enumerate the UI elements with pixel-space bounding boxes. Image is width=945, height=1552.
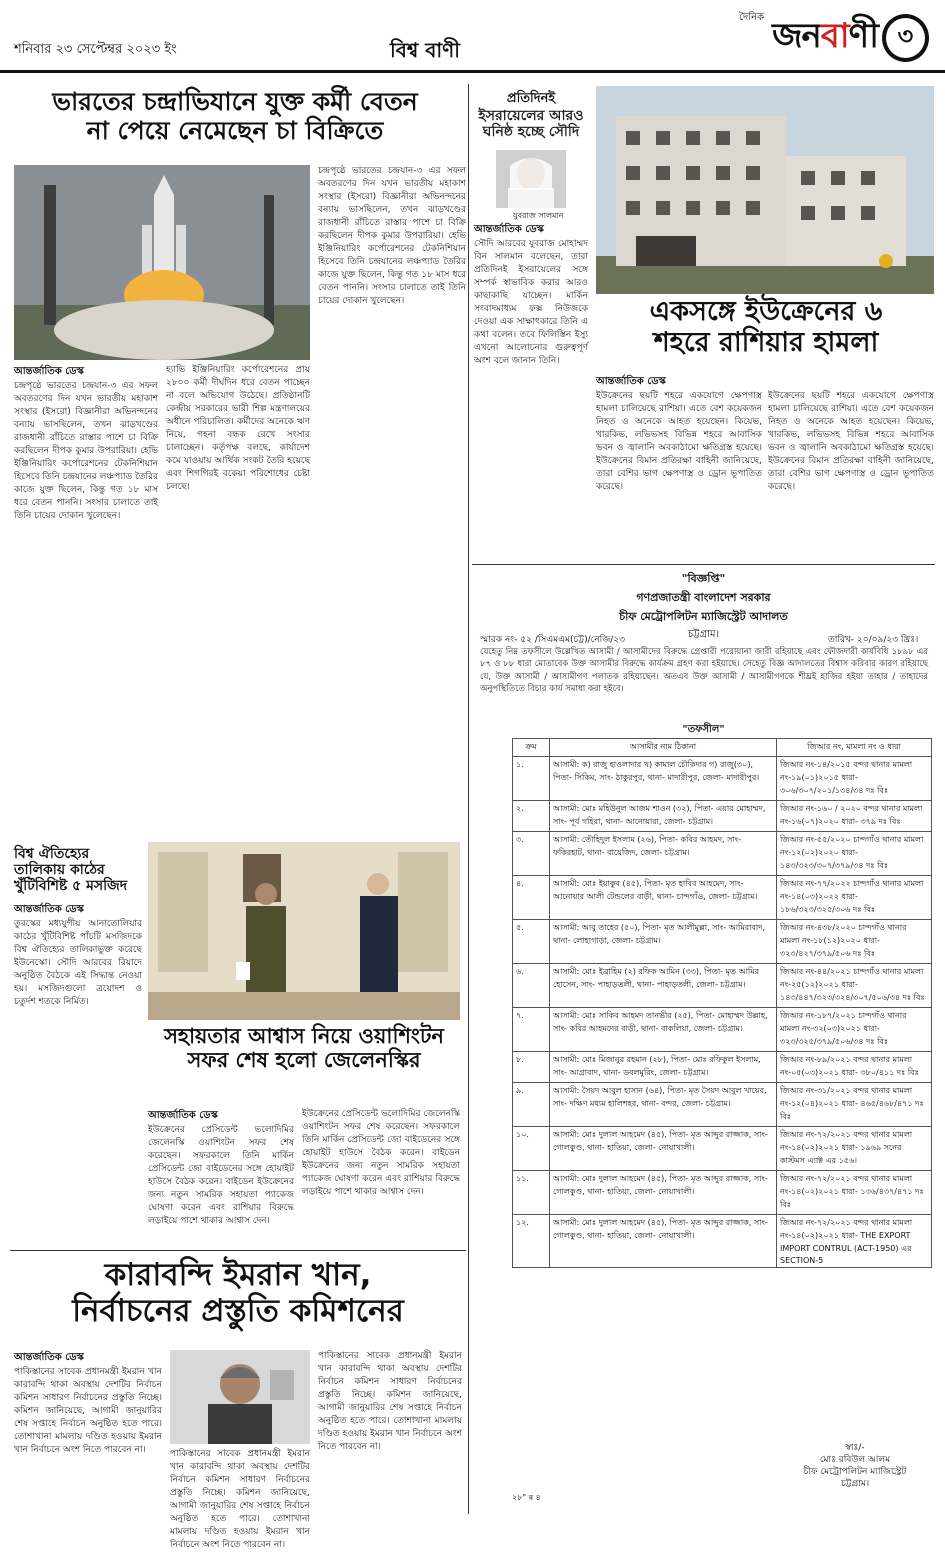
row-accused: আসামী: আবু তাহের (৫০), পিতা- মৃত আলীমুল্লা, সাং- আমিরাবাদ, থানা- লোহাগাড়া, জেলা- চট্টগ্রাম।	[550, 920, 777, 964]
divider	[472, 564, 935, 565]
row-accused: আসামী: মোঃ সাকিব আহমদ তানভীর (২৫), পিতা- মোহাম্মদ উল্লাহ, সাং- কবির আহমদের বাড়ী, থানা- বাকলিয়া, জেলা- চট্টগ্রাম।	[550, 1008, 777, 1052]
row-accused: আসামী: তৌহিদুল ইসলাম (২৬), পিতা- কবির আহমদ, সাং- ফকিরহাট, থানা- বায়েজিদ, জেলা- চট্টগ্রাম।	[550, 832, 777, 876]
imran-desk-label: আন্তর্জাতিক ডেস্ক	[14, 1352, 84, 1363]
row-accused: আসামী: মোঃ দুলাল আহমেদ (৪৫), পিতা- মৃত আব্দুর রাজ্জাক, সাং- গোলকুণ্ড, থানা- হাতিয়া, জেলা- নোয়াখালী।	[550, 1171, 777, 1215]
row-case: জিআর নং-১৬০ / ২০২০ বন্দর থানার মামলা নং-১৬(০৭)২০২০ ধারা- ৩৭৯ দঃ বিঃ	[777, 801, 932, 832]
schedule-row	[513, 1127, 932, 1171]
imran-khan-photo	[170, 1350, 310, 1444]
row-case: জিআর নং-৭৭/২০২২ চান্দগাঁও থানার মামলা নং-১৪(০৩)২০২২ ধারা- ১৮৬/৩২৩/৩২৫/৩০৬ দঃ বিঃ	[777, 876, 932, 920]
row-accused: আসামী: মোঃ মিজানুর রহমান (২৮), পিতা- মোঃ রফিকুল ইসলাম, সাং- আগ্রাবাদ, থানা- ডবলমুরিং, জেলা- চট্টগ্রাম।	[550, 1052, 777, 1083]
schedule-row	[513, 1008, 932, 1052]
header-serial: ক্রম	[513, 739, 550, 757]
saudi-prince-photo	[496, 150, 566, 208]
divider	[10, 1250, 466, 1251]
schedule-header-row	[513, 739, 932, 757]
schedule-table	[512, 738, 932, 1268]
logo-name: জনবাণী	[772, 15, 878, 56]
saudi-desk-label: আন্তর্জাতিক ডেস্ক	[474, 224, 544, 235]
page-number: ৩	[882, 14, 929, 62]
saudi-headline: ইসরায়েলের আরও ঘনিষ্ঠ হচ্ছে সৌদি	[478, 108, 584, 141]
india-body-col3: চন্দ্রপৃষ্ঠে ভারতের চন্দ্রযান-৩ এর সফল অবতরণের দিন যখন ভারতীয় মহাকাশ সংস্থার (ইসরো) বিজ্ঞানীরা অভিনন্দনের বন্যায় ভাসছিলেন, তখন ঝাড়খণ্ডের রাজধানী রাঁচিতে রাস্তার পাশে চা বিক্রি করছিলেন দীপক কুমার উপরারিয়া। হেভি ইঞ্জিনিয়ারিং কর্পোরেশনের টেকনিশিয়ান হিসেবে তিনি চন্দ্রযানের লঞ্চপ্যাড তৈরির কাজে যুক্ত ছিলেন, কিন্তু গত ১৮ মাস ধরে বেতন পাননি। সংসার চালাতে তাই তিনি চায়ের দোকান খুলেছেন।	[318, 166, 466, 307]
mosque-desk-label: আন্তর্জাতিক ডেস্ক	[14, 904, 84, 915]
schedule-row	[513, 1083, 932, 1127]
imran-headline: কারাবন্দি ইমরান খান, নির্বাচনের প্রস্তুতি কমিশনের	[72, 1257, 404, 1329]
saudi-photo-caption: যুবরাজ সালমান	[513, 211, 564, 220]
row-serial: ১২.	[513, 1215, 550, 1268]
row-serial: ১.	[513, 757, 550, 801]
schedule-row	[513, 920, 932, 964]
row-serial: ২.	[513, 801, 550, 832]
column-divider	[468, 84, 469, 1514]
row-case: জিআর নং-৫৫/২০২০ চান্দগাঁও থানার মামলা নং-১২(০২)২০২০ ধারা- ১৪৩/৩২৩/৩০৭/৩৭৯/৩৪ দঃ বিঃ	[777, 832, 932, 876]
row-case: জিআর নং-১৮৭/২০২১ চান্দগাঁও থানার মামলা নং-৩২(০৩)২০২১ ধারা- ৩২৩/৩২৫/৩৭৯/৫০৬/৩৪ দঃ বিঃ	[777, 1008, 932, 1052]
row-accused: আসামী: মোঃ মহিউনুল আজম শাওন (৩২), পিতা- এয়ার মোহাম্মদ, সাং- পূর্ব গহিরা, থানা- আনোয়ারা, জেলা- চট্টগ্রাম।	[550, 801, 777, 832]
zelensky-desk-label: আন্তর্জাতিক ডেস্ক	[148, 1110, 218, 1121]
row-case: জিআর নং-৭২/২০২১ বন্দর থানার মামলা নং-১৪(০২)২০২১ ধারা- THE EXPORT IMPORT CONTRUL (ACT-1950) এর SECTION-5	[777, 1215, 932, 1268]
damaged-building-photo	[596, 86, 934, 294]
newspaper-logo	[739, 10, 929, 66]
header-case: জিআর নং, মামলা নং ও ধারা	[777, 739, 932, 757]
schedule-row	[513, 832, 932, 876]
row-accused: আসামী: মোঃ দুলাল আহমেদ (৪৫), পিতা- মৃত আব্দুর রাজ্জাক, সাং- গোলকুণ্ড, থানা- হাতিয়া, জেলা- নোয়াখালী।	[550, 1215, 777, 1268]
ukraine-body-col2: ইউক্রেনের ছয়টি শহরে একযোগে ক্ষেপণাস্ত্র হামলা চালিয়েছে রাশিয়া। এতে বেশ কয়েকজন নিহত ও অনেকে আহত হয়েছেন। কিয়েভ, খারকিভ, লভিভসহ বিভিন্ন শহরে আবাসিক ভবন ও জ্বালানি অবকাঠামো ক্ষতিগ্রস্ত হয়েছে। ইউক্রেনের বিমান প্রতিরক্ষা বাহিনী জানিয়েছে, তারা বেশির ভাগ ক্ষেপণাস্ত্র ও ড্রোন ভূপাতিত করেছে।	[768, 391, 934, 493]
notice-text: যেহেতু নিম্ন তফসীলে উল্লেখিত আসামী / আসামীদের বিরুদ্ধে গ্রেপ্তারী পরোয়ানা জারী রহিয়াছে এবং ফৌজদারী কার্যবিধি ১৮৯৮ এর ৮৭ ও ৮৮ ধারা মোতাবেক উক্ত আসামীর বিরুদ্ধে কার্যক্রম গ্রহণ করা হইয়াছে। সেহেতু বিজ্ঞ আদালতের বিশ্বাস করিবার কারণ রহিয়াছে যে, উক্ত আসামী / আসামীগণ পলাতক রহিয়াছেন। অতএব উক্ত আসামী / আসামীগণকে শীঘ্রই হাজির হইয়া তাহার / তাহাদের অনুপস্থিতিতে বিচার কার্য সমাধা করা হইবে।	[480, 647, 928, 694]
zelensky-headline: সহায়তার আশ্বাস নিয়ে ওয়াশিংটন সফর শেষ হলো জেলেনস্কির	[164, 1024, 444, 1073]
imran-body-col3: পাকিস্তানের সাবেক প্রধানমন্ত্রী ইমরান খান কারাবন্দি থাকা অবস্থায় দেশটির নির্বাচন কমিশন সাধারণ নির্বাচনের প্রস্তুতি নিচ্ছে। কমিশন জানিয়েছে, আগামী জানুয়ারির শেষ সপ্তাহে নির্বাচন অনুষ্ঠিত হতে পারে। তোশাখানা মামলায় দণ্ডিত হওয়ায় ইমরান খান নির্বাচনে অংশ নিতে পারবেন না।	[318, 1351, 462, 1453]
schedule-row	[513, 1171, 932, 1215]
schedule-row	[513, 801, 932, 832]
india-body-col1: চন্দ্রপৃষ্ঠে ভারতের চন্দ্রযান-৩ এর সফল অবতরণের দিন যখন ভারতীয় মহাকাশ সংস্থার (ইসরো) বিজ্ঞানীরা অভিনন্দনের বন্যায় ভাসছিলেন, তখন ঝাড়খণ্ডের রাজধানী রাঁচিতে রাস্তার পাশে চা বিক্রি করছিলেন দীপক কুমার উপরারিয়া। হেভি ইঞ্জিনিয়ারিং কর্পোরেশনের টেকনিশিয়ান হিসেবে তিনি চন্দ্রযানের লঞ্চপ্যাড তৈরির কাজে যুক্ত ছিলেন, কিন্তু গত ১৮ মাস ধরে বেতন পাননি। সংসার চালাতে তাই তিনি চায়ের দোকান খুলেছেন।	[14, 381, 158, 522]
row-serial: ৩.	[513, 832, 550, 876]
india-body-col2: হ্যাভি ইঞ্জিনিয়ারিং কর্পোরেশনের প্রায় ২৮০০ কর্মী দীর্ঘদিন ধরে বেতন পাচ্ছেন না বলে অভিযোগ উঠেছে। প্রতিষ্ঠানটি কেন্দ্রীয় সরকারের ভারী শিল্প মন্ত্রণালয়ের অধীনে পরিচালিত। কর্মীদের অনেকে ঋণ নিয়ে, গহনা বন্ধক রেখে সংসার চালাচ্ছেন। কর্তৃপক্ষ বলছে, কার্যাদেশ কমে যাওয়ায় আর্থিক সংকট তৈরি হয়েছে এবং শিগগিরই বকেয়া পরিশোধের চেষ্টা চলছে।	[166, 365, 310, 493]
row-case: জিআর নং-৮৯/২০২১ বন্দর থানার মামলা নং-০৫(০৩)২০২১ ধারা- ৩৮০/৪১১ দঃ বিঃ	[777, 1052, 932, 1083]
mosque-headline: বিশ্ব ঐতিহ্যের তালিকায় কাঠের খুঁটিবিশিষ্ট ৫ মসজিদ	[14, 846, 128, 895]
schedule-row	[513, 1052, 932, 1083]
ukraine-body-col1: ইউক্রেনের ছয়টি শহরে একযোগে ক্ষেপণাস্ত্র হামলা চালিয়েছে রাশিয়া। এতে বেশ কয়েকজন নিহত ও অনেকে আহত হয়েছেন। কিয়েভ, খারকিভ, লভিভসহ বিভিন্ন শহরে আবাসিক ভবন ও জ্বালানি অবকাঠামো ক্ষতিগ্রস্ত হয়েছে। ইউক্রেনের বিমান প্রতিরক্ষা বাহিনী জানিয়েছে, তারা বেশির ভাগ ক্ষেপণাস্ত্র ও ড্রোন ভূপাতিত করেছে।	[596, 391, 762, 493]
schedule-row	[513, 757, 932, 801]
india-headline: ভারতের চন্দ্রাভিযানে যুক্ত কর্মী বেতন না পেয়ে নেমেছেন চা বিক্রিতে	[52, 87, 418, 145]
notice-footer-code: ২৮" ৰ ৪	[512, 1493, 541, 1502]
imran-body-col2: পাকিস্তানের সাবেক প্রধানমন্ত্রী ইমরান খান কারাবন্দি থাকা অবস্থায় দেশটির নির্বাচন কমিশন সাধারণ নির্বাচনের প্রস্তুতি নিচ্ছে। কমিশন জানিয়েছে, আগামী জানুয়ারির শেষ সপ্তাহে নির্বাচন অনুষ্ঠিত হতে পারে। তোশাখানা মামলায় দণ্ডিত হওয়ায় ইমরান খান নির্বাচনে অংশ নিতে পারবেন না।	[170, 1449, 310, 1551]
schedule-row	[513, 964, 932, 1008]
header-accused: আসামীর নাম ঠিকানা	[550, 739, 777, 757]
saudi-kicker: প্রতিদিনই	[506, 91, 556, 106]
row-serial: ৫.	[513, 920, 550, 964]
row-serial: ৯.	[513, 1083, 550, 1127]
zelensky-body-col1: ইউক্রেনের প্রেসিডেন্ট ভলোদিমির জেলেনস্কি ওয়াশিংটন সফর শেষ করেছেন। সফরকালে তিনি মার্কিন প্রেসিডেন্ট জো বাইডেনের সঙ্গে হোয়াইট হাউসে বৈঠক করেন। বাইডেন ইউক্রেনের জন্য নতুন সামরিক সহায়তা প্যাকেজ ঘোষণা করেন এবং রাশিয়ার বিরুদ্ধে লড়াইয়ে পাশে থাকার আশ্বাস দেন।	[148, 1125, 294, 1227]
row-accused: আসামী: সৈয়দ আবুল হাসান (৬৪), পিতা- মৃত সৈয়দ আবুল খায়ের, সাং- দক্ষিণ মধ্যম হালিশহর, থানা- বন্দর, জেলা- চট্টগ্রাম।	[550, 1083, 777, 1127]
zelensky-biden-photo	[148, 842, 460, 1020]
issue-date: শনিবার ২৩ সেপ্টেম্বর ২০২৩ ইং	[14, 42, 177, 57]
schedule-title: "তফসীল"	[682, 724, 725, 735]
ukraine-desk-label: আন্তর্জাতিক ডেস্ক	[596, 376, 666, 387]
schedule-row	[513, 1215, 932, 1268]
signature-block: স্বাঃ/- মোঃ রবিউল আলম চীফ মেট্রোপলিটন ম্যাজিস্ট্রেট চট্টগ্রাম।	[803, 1443, 907, 1490]
row-serial: ৬.	[513, 964, 550, 1008]
saudi-body: সৌদি আরবের যুবরাজ মোহাম্মদ বিন সালমান বলেছেন, তারা প্রতিদিনই ইসরায়েলের সঙ্গে সম্পর্ক স্বাভাবিক করার আরও কাছাকাছি যাচ্ছেন। মার্কিন সংবাদমাধ্যম ফক্স নিউজকে দেওয়া এক সাক্ষাৎকারে তিনি এ কথা বলেন। তবে ফিলিস্তিন ইস্যু এখনো আলোচনার গুরুত্বপূর্ণ অংশ বলে জানান তিনি।	[474, 239, 588, 367]
schedule-row	[513, 876, 932, 920]
row-serial: ১১.	[513, 1171, 550, 1215]
notice-date: তারিখ- ২০/০৯/২৩ খ্রিঃ।	[828, 635, 919, 645]
notice-header: "বিজ্ঞপ্তি" গণপ্রজাতন্ত্রী বাংলাদেশ সরকার চীফ মেট্রোপলিটন ম্যাজিস্ট্রেট আদালত চট্টগ্রাম।	[619, 572, 788, 640]
row-case: জিআর নং-৭২/২০২১ বন্দর থানার মামলা নং-১৪(০২)২০২১ ধারা- ১৩৬/৪৩৭/৪৭১ দঃ বিঃ	[777, 1171, 932, 1215]
row-accused: আসামী: মোঃ দুলাল আহমেদ (৪৫), পিতা- মৃত আব্দুর রাজ্জাক, সাং- গোলকুণ্ড, থানা- হাতিয়া, জেলা- নোয়াখালী।	[550, 1127, 777, 1171]
row-accused: আসামী: ক) রাজু হাওলাদার খ) কামাল চৌকিদার গ) রাজু(৩০), পিতা- সিকিম, সাং- ঠাকুরপুর, থানা- মাদারীপুর, জেলা- মাদারীপুর।	[550, 757, 777, 801]
notice-ref: স্মারক নং- ৫২ /সিএমএম(চট্ট)/নেজি/২৩	[480, 635, 625, 645]
row-case: জিআর নং-৪৩৮/২০২০ চান্দগাঁও থানার মামলা নং-১৮(১২)২০২০ ধারা- ৩২৩/৪২৭/৩৭৯/৫০৬ দঃ বিঃ	[777, 920, 932, 964]
india-desk-label: আন্তর্জাতিক ডেস্ক	[14, 366, 84, 377]
row-serial: ৪.	[513, 876, 550, 920]
imran-body-col1: পাকিস্তানের সাবেক প্রধানমন্ত্রী ইমরান খান কারাবন্দি থাকা অবস্থায় দেশটির নির্বাচন কমিশন সাধারণ নির্বাচনের প্রস্তুতি নিচ্ছে। কমিশন জানিয়েছে, আগামী জানুয়ারির শেষ সপ্তাহে নির্বাচন অনুষ্ঠিত হতে পারে। তোশাখানা মামলায় দণ্ডিত হওয়ায় ইমরান খান নির্বাচনে অংশ নিতে পারবেন না।	[14, 1367, 162, 1456]
ukraine-headline: একসঙ্গে ইউক্রেনের ৬ শহরে রাশিয়ার হামলা	[649, 296, 883, 359]
row-case: জিআর নং-৩১/২০২১ বন্দর থানার মামলা নং-১২(০৪)২০২১ ধারা- ৪৬৫/৪৬৮/৪৭১ দঃ বিঃ	[777, 1083, 932, 1127]
zelensky-body-col2: ইউক্রেনের প্রেসিডেন্ট ভলোদিমির জেলেনস্কি ওয়াশিংটন সফর শেষ করেছেন। সফরকালে তিনি মার্কিন প্রেসিডেন্ট জো বাইডেনের সঙ্গে হোয়াইট হাউসে বৈঠক করেন। বাইডেন ইউক্রেনের জন্য নতুন সামরিক সহায়তা প্যাকেজ ঘোষণা করেন এবং রাশিয়ার বিরুদ্ধে লড়াইয়ে পাশে থাকার আশ্বাস দেন।	[302, 1109, 460, 1198]
mosque-body: তুরস্কের মধ্যযুগীয় আনাতোলিয়ার কাঠের খুঁটিবিশিষ্ট পাঁচটি মসজিদকে বিশ্ব ঐতিহ্যের তালিকাভুক্ত করেছে ইউনেস্কো। সৌদি আরবের রিয়াদে অনুষ্ঠিত বৈঠকে এই সিদ্ধান্ত নেওয়া হয়। মসজিদগুলো ত্রয়োদশ ও চতুর্দশ শতকে নির্মিত।	[14, 919, 142, 1008]
row-serial: ৮.	[513, 1052, 550, 1083]
row-serial: ৭.	[513, 1008, 550, 1052]
logo-small-text: দৈনিক	[739, 12, 765, 23]
row-case: জিআর নং-৭২/২০২১ বন্দর থানার মামলা নং-১৪(০২)২০২১ ধারা- ১৯৬৯ সনের কাস্টমস এ্যাক্ট এর ১৫৬।	[777, 1127, 932, 1171]
rocket-launch-photo	[14, 165, 310, 360]
row-accused: আসামী: মোঃ ইব্রাহিম (২) রফিক আমিন (৩৩), পিতা- মৃত আমির হোসেন, সাং- পাহাড়তলী, থানা- পাহাড়তলী, জেলা- চট্টগ্রাম।	[550, 964, 777, 1008]
row-case: জিআর নং-৪৪/২০২১ চান্দগাঁও থানার মামলা নং-২৫(১২)২০২১ ধারা- ১৪৩/৪৪৭/৩২৩/৩২৪/৩০৭/৫০৬/৩৪ দঃ বিঃ	[777, 964, 932, 1008]
section-title: বিশ্ব বাণী	[390, 38, 460, 62]
row-serial: ১০.	[513, 1127, 550, 1171]
row-case: জিআর নং-১৪/২০১৫ বন্দর থানার মামলা নং-১৯(০১)২০১৫ ধারা- ৩০৬/৩০৭/২০১/১৩৪/৩৪ দঃ বিঃ	[777, 757, 932, 801]
row-accused: আসামী: মোঃ ইয়াকুব (৪৫), পিতা- মৃত হাবিব আহমেদ, সাং- আনোয়ার আলী টেন্ডলের বাড়ী, থানা- চান্দগাঁও, জেলা- চট্টগ্রাম।	[550, 876, 777, 920]
